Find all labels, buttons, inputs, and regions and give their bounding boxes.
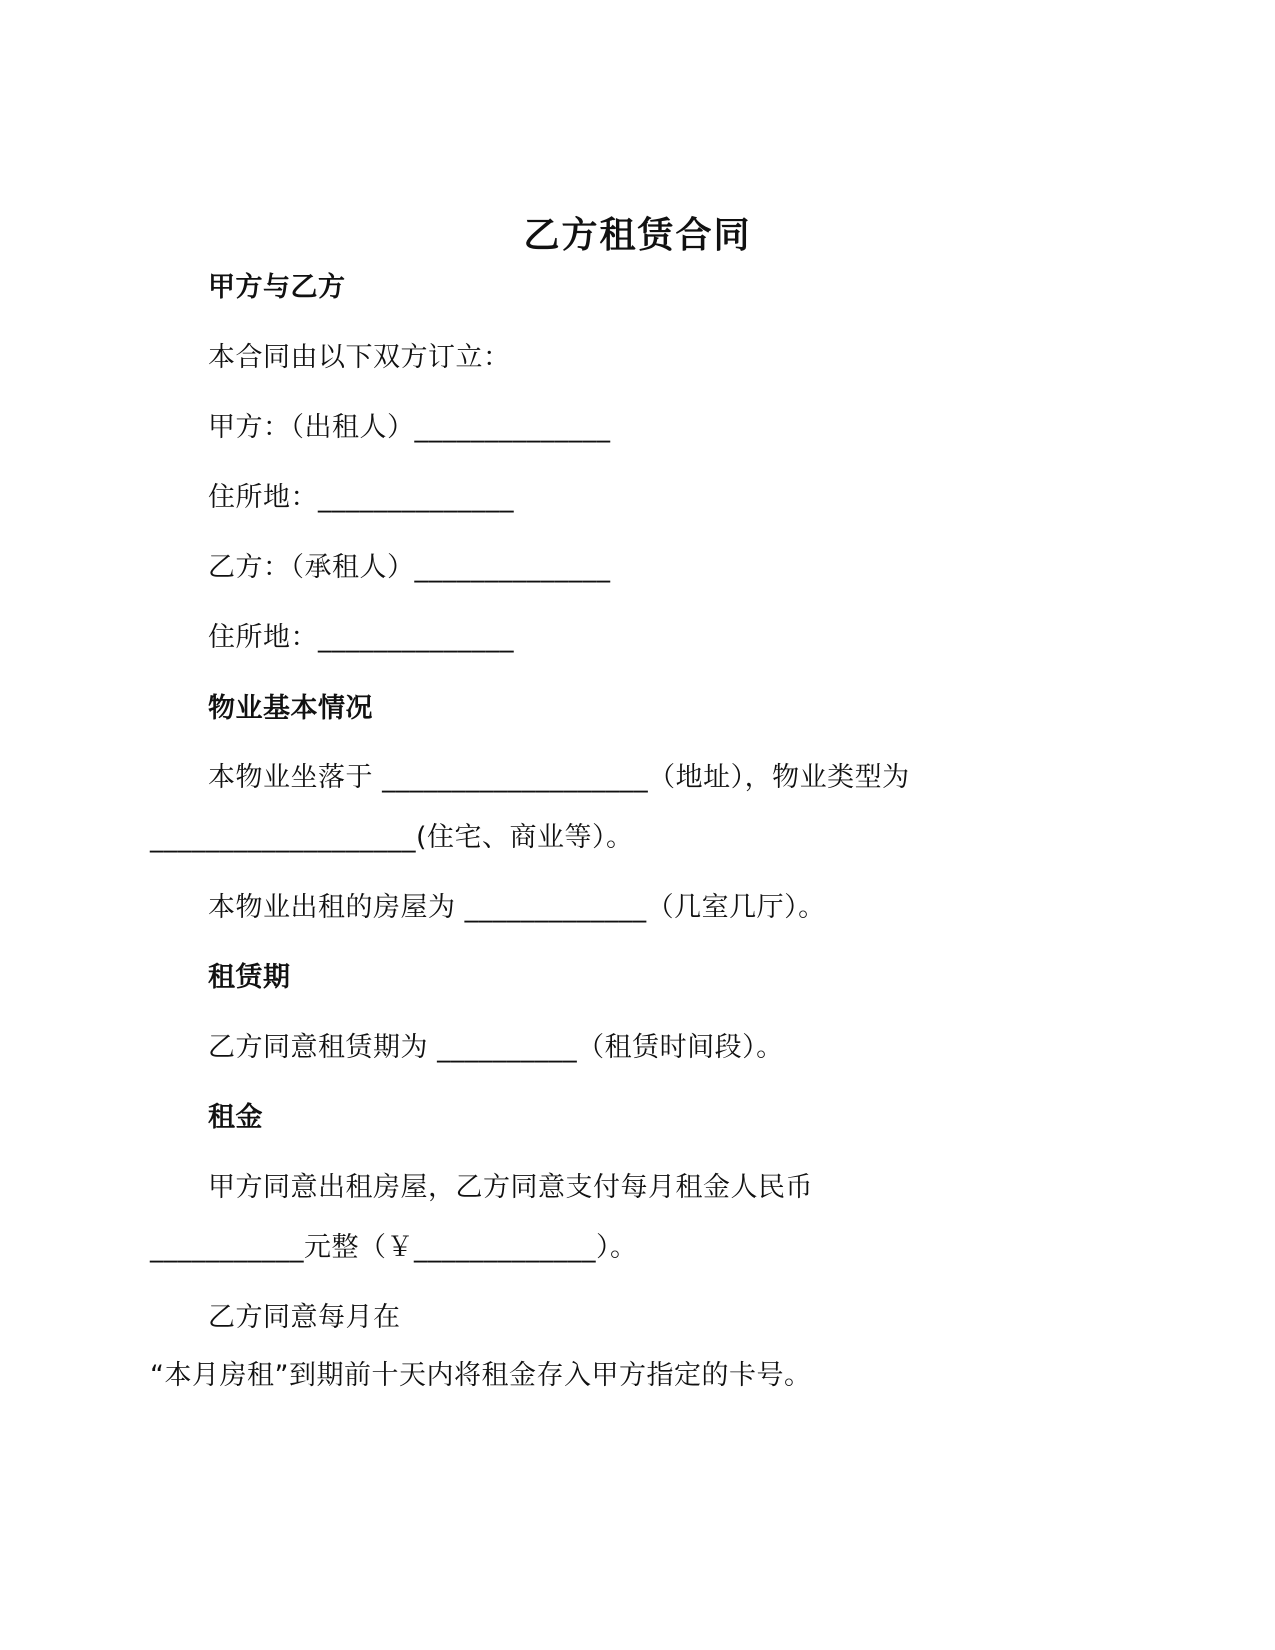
term-line: 乙方同意租赁期为 __________（租赁时间段）。 xyxy=(208,1032,784,1063)
section-heading-rent: 租金 xyxy=(208,1102,263,1133)
property-rooms-line: 本物业出租的房屋为 _____________（几室几厅）。 xyxy=(208,892,826,923)
party-b-address-line: 住所地：______________ xyxy=(208,622,514,653)
party-a-address-line: 住所地：______________ xyxy=(208,482,514,513)
parties-intro: 本合同由以下双方订立： xyxy=(208,342,511,373)
party-a-line: 甲方：（出租人）______________ xyxy=(208,412,611,443)
rent-payment-line-2: ___________元整（￥_____________）。 xyxy=(150,1232,638,1263)
property-location-line-1: 本物业坐落于 ___________________（地址），物业类型为 xyxy=(208,762,910,793)
rent-deposit-line-2: “本月房租”到期前十天内将租金存入甲方指定的卡号。 xyxy=(150,1360,812,1391)
document-title: 乙方租赁合同 xyxy=(523,215,752,256)
section-heading-property: 物业基本情况 xyxy=(208,693,373,724)
rent-deposit-line-1: 乙方同意每月在 xyxy=(208,1302,401,1333)
party-b-line: 乙方：（承租人）______________ xyxy=(208,552,611,583)
section-heading-parties: 甲方与乙方 xyxy=(208,272,346,303)
section-heading-term: 租赁期 xyxy=(208,962,291,993)
rent-payment-line-1: 甲方同意出租房屋，乙方同意支付每月租金人民币 xyxy=(208,1172,813,1203)
property-location-line-2: ___________________(住宅、商业等）。 xyxy=(150,822,634,853)
